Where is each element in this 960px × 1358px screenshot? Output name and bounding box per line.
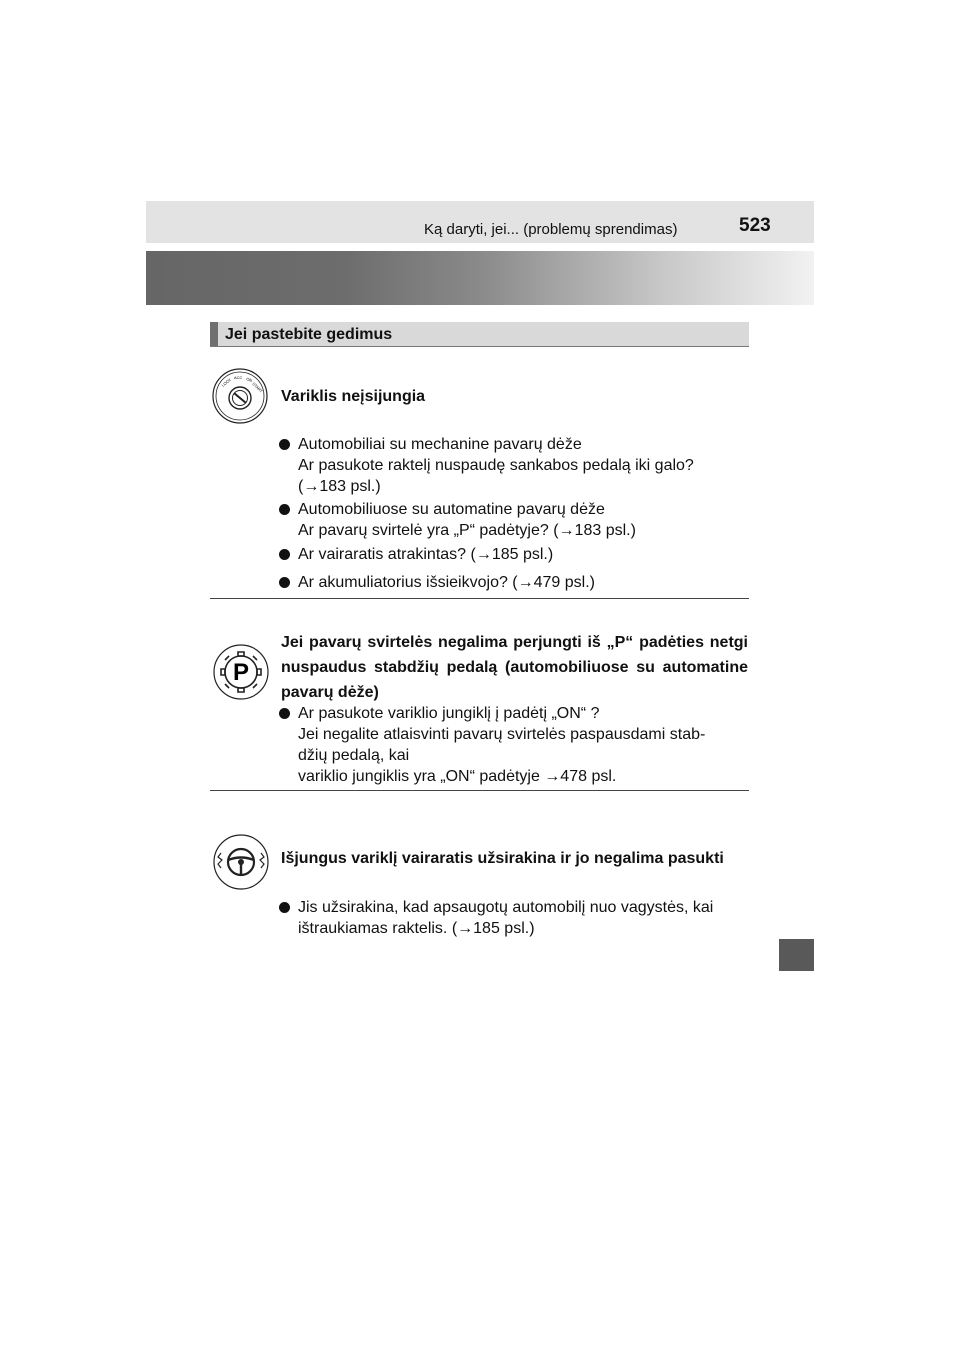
list-item-text: Ar akumuliatorius išsieikvojo? (→479 psl.)	[298, 574, 595, 591]
block-title-shift-lever: Jei pavarų svirtelės negalima perjungti iš „P“ padėties netgi nuspaudus stabdžių pedalą (automobiliuose su automatine pavarų dėže)	[281, 634, 748, 701]
list-item-text: Ar pavarų svirtelė yra „P“ padėtyje? (→183 psl.)	[298, 522, 636, 539]
chapter-banner	[146, 251, 814, 305]
ignition-label-on: ON	[245, 376, 254, 383]
page-number: 523	[739, 215, 771, 236]
section-divider	[210, 790, 749, 791]
list-item-text: Ar pasukote variklio jungiklį į padėtį „ON“ ?	[298, 705, 600, 722]
list-item	[277, 897, 748, 939]
list-item	[277, 544, 748, 565]
list-item	[277, 434, 748, 497]
list-item	[277, 703, 748, 787]
block-title-steering-lock: Išjungus variklį vairaratis užsirakina ir jo negalima pasukti	[281, 850, 724, 867]
list-item-text: Ar vairaratis atrakintas? (→185 psl.)	[298, 546, 554, 563]
bullet-icon	[279, 439, 290, 450]
list-item	[277, 572, 748, 593]
list-item-text: Automobiliuose su automatine pavarų dėže	[298, 501, 605, 518]
section-heading-marker	[210, 322, 218, 346]
bullet-icon	[279, 577, 290, 588]
steering-lock-icon	[212, 833, 270, 891]
block-title-engine-wont-start: Variklis neįsijungia	[281, 388, 426, 405]
list-item-text: džių pedalą, kai	[298, 747, 410, 764]
page-reference: variklio jungiklis yra „ON“ padėtyje →478 psl.	[298, 768, 617, 785]
ignition-label-lock: LOCK	[220, 376, 232, 388]
chapter-title: Ką daryti, jei... (problemų sprendimas)	[424, 221, 678, 238]
ignition-label-start: START	[251, 381, 264, 394]
list-item	[277, 499, 748, 541]
shift-lock-p-icon	[212, 643, 270, 701]
shift-lock-p-letter: P	[232, 659, 250, 686]
list-item-text: Ar pasukote raktelį nuspaudę sankabos pedalą iki galo?	[298, 457, 694, 474]
bullet-icon	[279, 504, 290, 515]
ignition-label-acc: ACC	[234, 375, 243, 380]
ignition-switch-icon	[211, 367, 269, 425]
bullet-icon	[279, 549, 290, 560]
section-heading-text: Jei pastebite gedimus	[225, 326, 393, 343]
chapter-thumb-tab	[779, 939, 814, 971]
page-reference: ištraukiamas raktelis. (→185 psl.)	[298, 920, 535, 937]
bullet-icon	[279, 902, 290, 913]
section-divider	[210, 598, 749, 599]
page-reference: (→183 psl.)	[298, 478, 381, 495]
bullet-icon	[279, 708, 290, 719]
list-item-text: Jis užsirakina, kad apsaugotų automobilį nuo vagystės, kai	[298, 899, 714, 916]
section-heading	[210, 322, 749, 347]
list-item-text: Jei negalite atlaisvinti pavarų svirtelės paspausdami stab-	[298, 726, 706, 743]
list-item-text: Automobiliai su mechanine pavarų dėže	[298, 436, 582, 453]
